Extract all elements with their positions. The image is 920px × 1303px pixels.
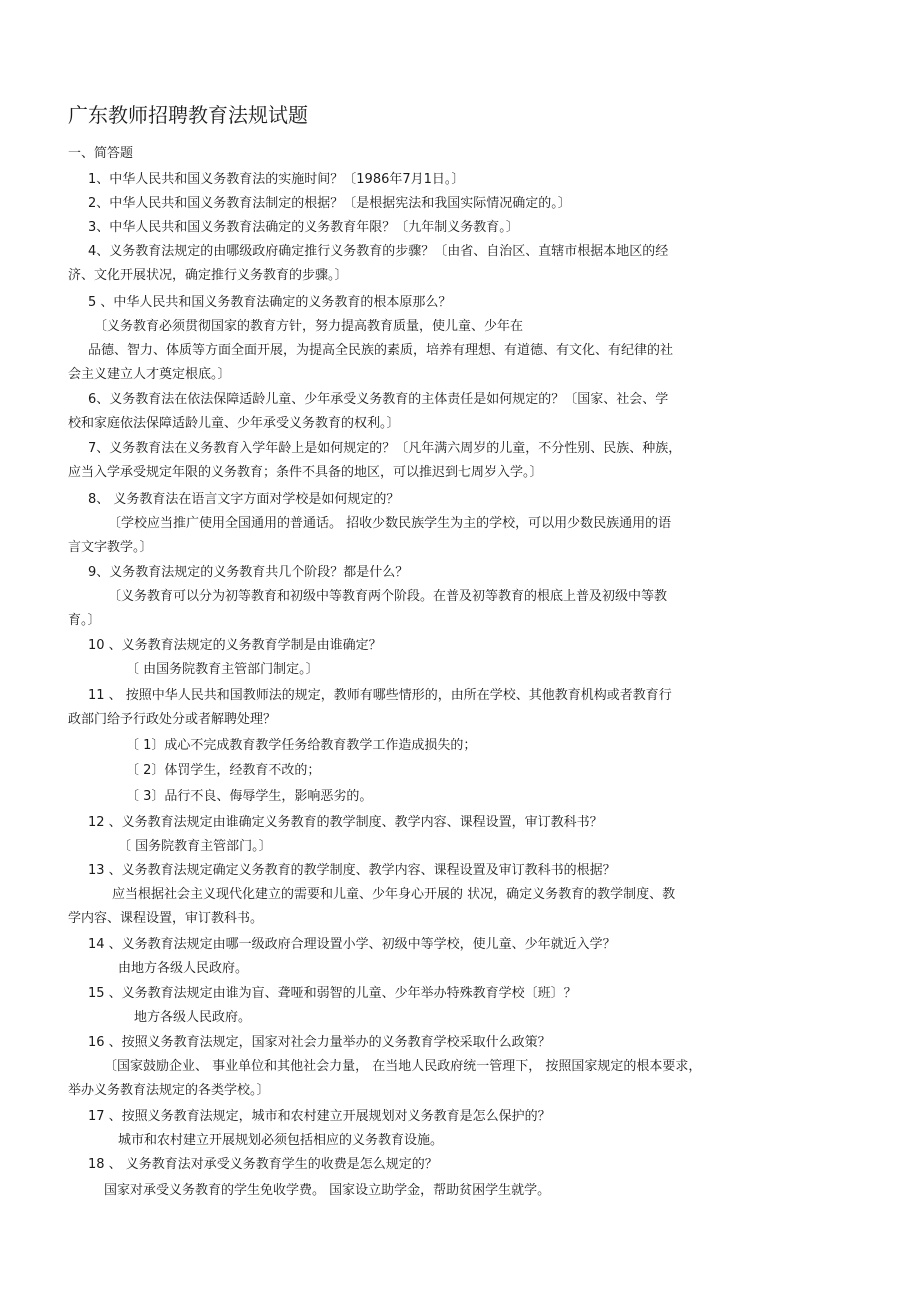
text-line: 〔义务教育可以分为初等教育和初级中等教育两个阶段。在普及初等教育的根底上普及初级中等教 bbox=[108, 589, 668, 604]
text-line: 7、义务教育法在义务教育入学年龄上是如何规定的？〔凡年满六周岁的儿童，不分性别、民族、种族， bbox=[88, 441, 682, 456]
text-line: 品德、智力、体质等方面全面开展，为提高全民族的素质，培养有理想、有道德、有文化、有纪律的社 bbox=[88, 343, 674, 358]
text-line: 15 、义务教育法规定由谁为盲、聋哑和弱智的儿童、少年举办特殊教育学校〔班〕？ bbox=[88, 986, 577, 1001]
text-line: 17 、按照义务教育法规定，城市和农村建立开展规划对义务教育是怎么保护的？ bbox=[88, 1109, 551, 1124]
text-line: 〔 3〕品行不良、侮辱学生，影响恶劣的。 bbox=[126, 789, 373, 804]
page-title: 广东教师招聘教育法规试题 bbox=[68, 103, 308, 127]
text-line: 由地方各级人民政府。 bbox=[118, 961, 249, 976]
text-line: 校和家庭依法保障适龄儿童、少年承受义务教育的权利。〕 bbox=[68, 416, 400, 431]
text-line: 言文字教学。〕 bbox=[68, 540, 153, 555]
text-line: 国家对承受义务教育的学生免收学费。 国家设立助学金，帮助贫困学生就学。 bbox=[104, 1183, 551, 1198]
text-line: 〔国家鼓励企业、 事业单位和其他社会力量， 在当地人民政府统一管理下， 按照国家规定的根本要求， bbox=[104, 1059, 702, 1074]
text-line: 城市和农村建立开展规划必须包括相应的义务教育设施。 bbox=[118, 1133, 444, 1148]
text-line: 学内容、课程设置，审订教科书。 bbox=[68, 911, 264, 926]
text-line: 16 、按照义务教育法规定，国家对社会力量举办的义务教育学校采取什么政策？ bbox=[88, 1035, 551, 1050]
text-line: 6、义务教育法在依法保障适龄儿童、少年承受义务教育的主体责任是如何规定的？〔国家、社会、学 bbox=[88, 392, 669, 407]
text-line: 2、中华人民共和国义务教育法制定的根据？〔是根据宪法和我国实际情况确定的。〕 bbox=[88, 196, 571, 211]
text-line: 应当入学承受规定年限的义务教育；条件不具备的地区，可以推迟到七周岁入学。〕 bbox=[68, 465, 543, 480]
section-heading: 一、简答题 bbox=[68, 146, 134, 161]
text-line: 13 、义务教育法规定确定义务教育的教学制度、教学内容、课程设置及审订教科书的根据？ bbox=[88, 863, 616, 878]
text-line: 1、中华人民共和国义务教育法的实施时间？〔1986年7月1日。〕 bbox=[88, 172, 465, 187]
text-line: 〔 由国务院教育主管部门制定。〕 bbox=[126, 662, 319, 677]
text-line: 〔学校应当推广使用全国通用的普通话。 招收少数民族学生为主的学校，可以用少数民族通用的语 bbox=[108, 516, 672, 531]
text-line: 政部门给予行政处分或者解聘处理？ bbox=[68, 712, 277, 727]
text-line: 11 、 按照中华人民共和国教师法的规定，教师有哪些情形的，由所在学校、其他教育机构或者教育行 bbox=[88, 688, 672, 703]
text-line: 应当根据社会主义现代化建立的需要和儿童、少年身心开展的 状况，确定义务教育的教学制度、教 bbox=[112, 887, 676, 902]
text-line: 〔 2〕体罚学生，经教育不改的； bbox=[126, 763, 321, 778]
text-line: 〔义务教育必须贯彻国家的教育方针，努力提高教育质量，使儿童、少年在 bbox=[94, 319, 524, 334]
text-line: 济、文化开展状况，确定推行义务教育的步骤。〕 bbox=[68, 268, 348, 283]
text-line: 5 、中华人民共和国义务教育法确定的义务教育的根本原那么？ bbox=[88, 295, 452, 310]
text-line: 18 、 义务教育法对承受义务教育学生的收费是怎么规定的？ bbox=[88, 1157, 438, 1172]
text-line: 〔 1〕成心不完成教育教学任务给教育教学工作造成损失的； bbox=[126, 738, 477, 753]
text-line: 9、义务教育法规定的义务教育共几个阶段？都是什么？ bbox=[88, 565, 409, 580]
text-line: 育。〕 bbox=[68, 613, 101, 628]
text-line: 举办义务教育法规定的各类学校。〕 bbox=[68, 1083, 270, 1098]
text-line: 地方各级人民政府。 bbox=[134, 1010, 252, 1025]
text-line: 8、 义务教育法在语言文字方面对学校是如何规定的？ bbox=[88, 492, 400, 507]
text-line: 14 、义务教育法规定由哪一级政府合理设置小学、初级中等学校，使儿童、少年就近入学？ bbox=[88, 937, 616, 952]
text-line: 3、中华人民共和国义务教育法确定的义务教育年限？〔九年制义务教育。〕 bbox=[88, 220, 519, 235]
text-line: 10 、义务教育法规定的义务教育学制是由谁确定？ bbox=[88, 638, 382, 653]
text-line: 〔 国务院教育主管部门。〕 bbox=[118, 839, 272, 854]
text-line: 会主义建立人才奠定根底。〕 bbox=[68, 367, 231, 382]
text-line: 12 、义务教育法规定由谁确定义务教育的教学制度、教学内容、课程设置，审订教科书？ bbox=[88, 815, 603, 830]
text-line: 4、义务教育法规定的由哪级政府确定推行义务教育的步骤？〔由省、自治区、直辖市根据本地区的经 bbox=[88, 244, 669, 259]
